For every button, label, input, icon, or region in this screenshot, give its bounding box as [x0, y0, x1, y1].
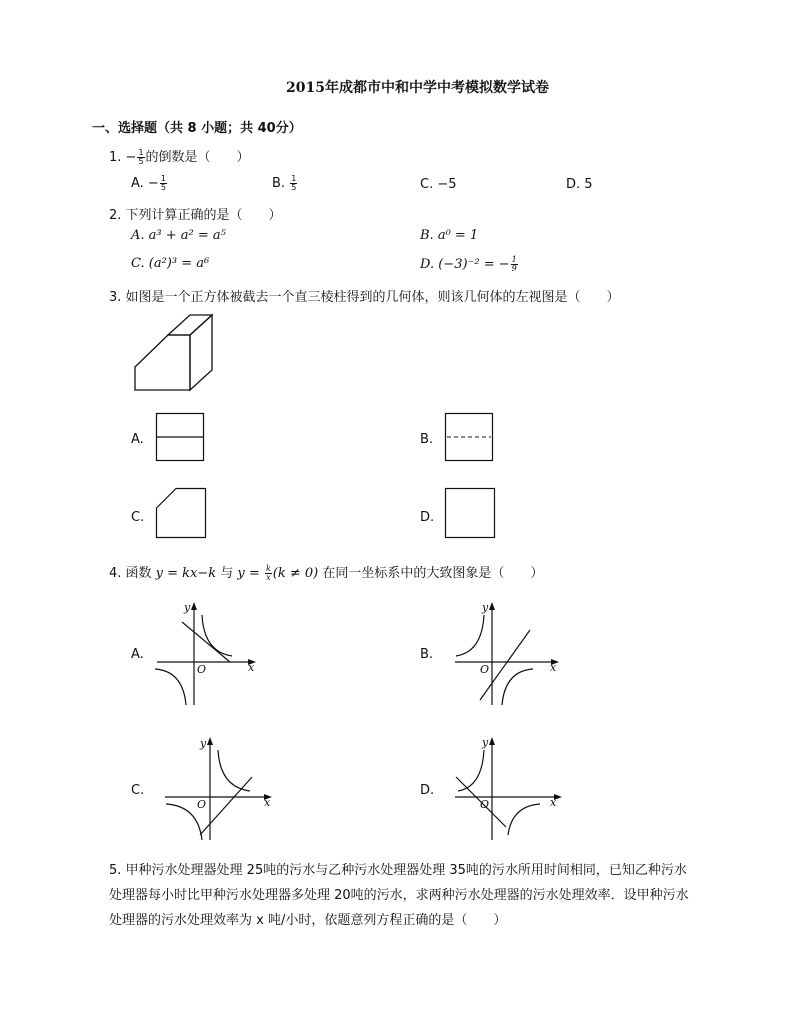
q4-stem-suffix: 在同一坐标系中的大致图象是（ ） [318, 566, 544, 581]
question-3: 3. 如图是一个正方体被截去一个直三棱柱得到的几何体，则该几何体的左视图是（ ） [109, 290, 620, 305]
q3-option-c-label: C. [131, 510, 145, 525]
axis-x-label: x [248, 661, 255, 674]
axis-x-label: x [264, 796, 271, 809]
q4-linear-function: y = kx−k [155, 566, 217, 581]
frac-num: 1 [511, 255, 517, 264]
q4-option-c-label: C. [131, 783, 145, 798]
origin-label: O [197, 798, 207, 811]
origin-label: O [480, 798, 490, 811]
option-fraction [290, 175, 297, 192]
q4-option-b-label: B. [420, 647, 434, 662]
q3-option-c-view [156, 488, 206, 538]
question-2: 2. 下列计算正确的是（ ） [109, 208, 282, 223]
frac-num: 1 [291, 174, 297, 183]
frac-den: x [266, 573, 271, 582]
axis-x-label: x [550, 796, 557, 809]
q4-inverse-function: y = [237, 566, 264, 581]
q3-option-d-label: D. [420, 510, 435, 525]
q1-stem-suffix: 的倒数是（ ） [145, 150, 250, 165]
page-title: 2015年成都市中和中学中考模拟数学试卷 [286, 80, 549, 96]
q3-option-b-label: B. [420, 432, 434, 447]
q4-fraction [265, 565, 272, 582]
q2-option-a: A. a³ + a² = a⁵ [131, 228, 226, 243]
q4-option-a-label: A. [131, 647, 144, 662]
frac-den: 9 [511, 264, 517, 273]
q4-graph-c [160, 735, 275, 845]
q1-fraction [137, 149, 144, 166]
q4-option-d-label: D. [420, 783, 435, 798]
question-4 [109, 562, 543, 582]
q4-graph-b [450, 600, 560, 710]
question-5: 5. 甲种污水处理器处理 25吨的污水与乙种污水处理器处理 35吨的污水所用时间相同，已知乙种污水处理器每小时比甲种污水处理器多处理 20吨的污水，求两种污水处理器的污水处理效率．设甲种污水处理器的污水处理效率为 x 吨/小时，依题意列方程正确的是（ ） [109, 863, 689, 928]
q3-option-a-view [156, 413, 204, 461]
question-1 [109, 146, 250, 166]
q1-option-a [131, 175, 168, 192]
frac-den: 5 [160, 183, 166, 192]
q2-option-d [420, 256, 519, 273]
q1-option-b [272, 175, 298, 192]
origin-label: O [197, 663, 207, 676]
frac-num: 1 [138, 148, 144, 157]
axis-y-label: y [184, 601, 191, 614]
option-fraction [160, 175, 167, 192]
frac-num: 1 [160, 174, 166, 183]
q3-option-d-view [445, 488, 495, 538]
q3-option-b-view [445, 413, 493, 461]
axis-y-label: y [482, 601, 489, 614]
option-fraction [511, 256, 518, 273]
option-label: A. − [131, 176, 159, 191]
origin-label: O [480, 663, 490, 676]
q2-option-c: C. (a²)³ = a⁶ [131, 256, 210, 271]
frac-den: 5 [291, 183, 297, 192]
q4-graph-d [450, 735, 565, 845]
q2-option-b: B. a⁰ = 1 [420, 228, 479, 243]
option-text: D. (−3)⁻² = − [420, 257, 510, 272]
frac-den: 5 [138, 157, 144, 166]
q4-connector: 与 [216, 566, 238, 581]
q3-option-a-label: A. [131, 432, 144, 447]
option-label: B. [272, 176, 290, 191]
q1-option-d: D. 5 [566, 177, 593, 192]
axis-x-label: x [550, 661, 557, 674]
q1-option-c: C. −5 [420, 177, 457, 192]
section-heading: 一、选择题（共 8 小题；共 40分） [92, 121, 302, 136]
q4-condition: (k ≠ 0) [272, 566, 319, 581]
q1-stem-prefix: 1. − [109, 150, 137, 165]
axis-y-label: y [482, 736, 489, 749]
q4-graph-a [152, 600, 262, 710]
truncated-cube-figure [130, 315, 215, 392]
axis-y-label: y [200, 737, 207, 750]
frac-num: k [265, 564, 271, 573]
q4-stem-prefix: 4. 函数 [109, 566, 156, 581]
